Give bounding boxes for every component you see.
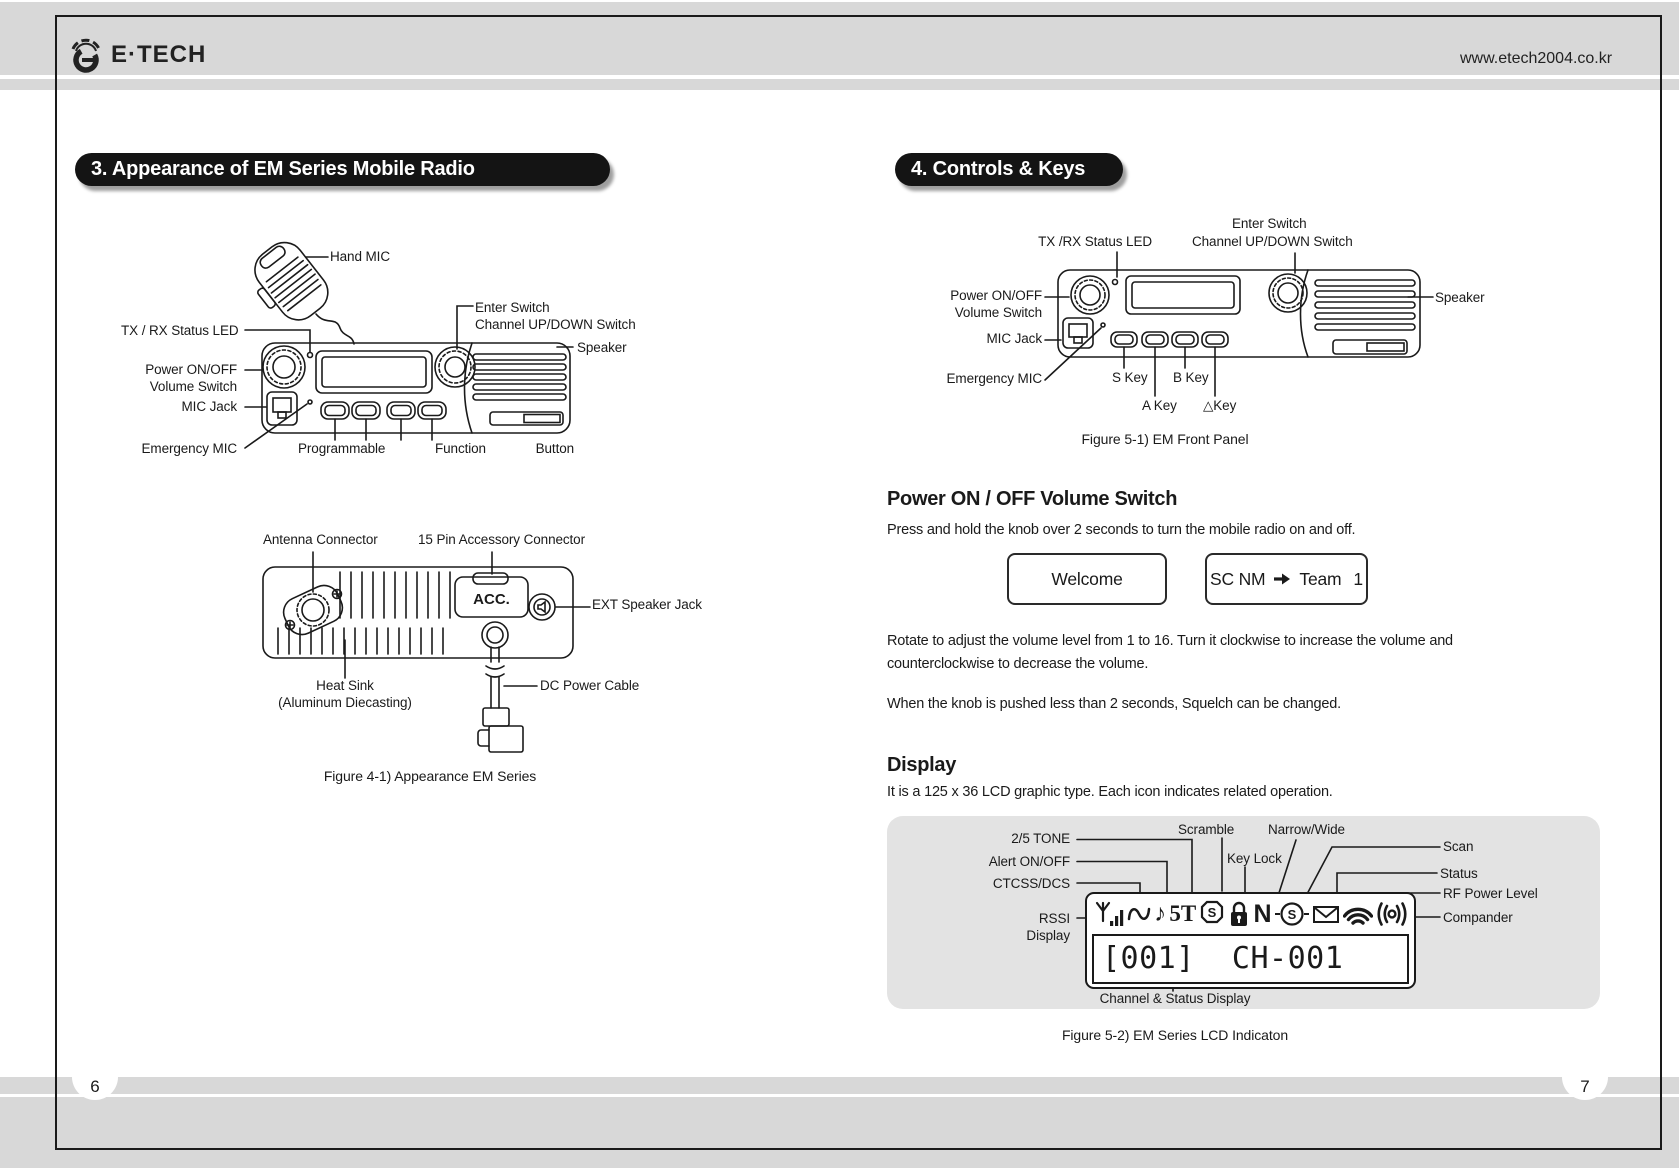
front-panel-diagram [100,230,620,465]
right-arrow-icon [1272,572,1292,586]
scramble-icon [1199,900,1225,928]
ctcss-wave-icon [1127,900,1151,928]
label-alert-onoff: Alert ON/OFF [988,854,1070,869]
label-hand-mic: Hand MIC [330,249,390,264]
footer-thin-band [0,1077,1679,1094]
status-led-drawing [1113,280,1118,285]
team-text: Team [1299,568,1342,589]
svg-text:S: S [332,406,338,416]
scnm-screen-box [1205,553,1368,605]
lcd-icon-row [1094,899,1408,929]
speaker-grille-drawing [1315,280,1415,354]
label-dc-power-cable: DC Power Cable [540,678,640,693]
page-number-right: 7 [1562,1054,1608,1100]
label-heat-sink-2: (Aluminum Diecasting) [278,695,412,710]
channel-knob-drawing [1269,274,1307,312]
label-tx-rx-led: TX / RX Status LED [121,323,239,338]
section-title-appearance: 3. Appearance of EM Series Mobile Radio [75,153,610,186]
team-number: 1 [1353,568,1363,589]
etech-logo-text: E·TECH [111,41,207,68]
label-rssi: RSSI [1038,911,1070,926]
label-rf-power: RF Power Level [1443,886,1538,901]
mic-jack-drawing [1063,318,1093,348]
compander-icon [1376,900,1408,928]
label-enter-switch: Enter Switch [1232,216,1307,231]
label-speaker: Speaker [1435,290,1485,305]
svg-text:S: S [1207,905,1217,920]
mic-cord [316,314,354,344]
label-antenna-connector: Antenna Connector [263,532,378,547]
footer-band [0,1097,1679,1168]
volume-knob-drawing [263,346,305,388]
label-a-key: A Key [1142,398,1177,413]
label-narrow-wide: Narrow/Wide [1268,822,1345,837]
label-ext-speaker-jack: EXT Speaker Jack [592,597,702,612]
alert-note-icon: ♪ [1154,900,1167,927]
svg-text:A: A [363,406,369,416]
function-buttons-drawing [1111,332,1228,347]
para-lcd-type: It is a 125 x 36 LCD graphic type. Each icon indicates related operation. [887,784,1333,800]
speaker-grille-drawing [473,354,566,425]
welcome-text: Welcome [1051,568,1123,589]
rear-panel-diagram [240,530,700,770]
svg-text:B: B [398,406,404,416]
label-scan: Scan [1443,839,1474,854]
lcd-window-drawing [316,351,432,393]
svg-text:▲: ▲ [1211,337,1219,344]
tone-5t-indicator: 5T [1169,901,1197,926]
label-2-5-tone: 2/5 TONE [1011,831,1070,846]
label-volume-switch: Volume Switch [149,379,237,394]
emergency-mic-hole [308,400,312,404]
label-mic-jack: MIC Jack [986,331,1042,346]
ext-speaker-jack-drawing [529,594,555,620]
channel-knob-drawing [435,347,475,387]
label-triangle-key: △Key [1203,398,1237,413]
mic-jack-drawing [267,392,297,425]
figure-caption-5-2: Figure 5-2) EM Series LCD Indicaton [1061,1027,1289,1043]
svg-text:S: S [1121,335,1127,345]
dc-cable-drawing [478,622,523,752]
scnm-text: SC NM [1210,568,1266,589]
para-rotate: Rotate to adjust the volume level from 1 to 16. Turn it clockwise to increase the volume and counterclockwise to decrease the volume. [887,633,1453,672]
website-url: www.etech2004.co.kr [1460,50,1613,67]
label-mic-jack: MIC Jack [181,399,237,414]
figure-caption-5-1: Figure 5-1) EM Front Panel [1081,431,1249,447]
label-channel-switch: Channel UP/DOWN Switch [1192,234,1353,249]
label-scramble: Scramble [1178,822,1235,837]
status-led-drawing [308,353,313,358]
label-status: Status [1440,866,1478,881]
label-rssi-display: Display [1026,928,1070,943]
rssi-antenna-icon [1094,900,1124,928]
label-15pin-connector: 15 Pin Accessory Connector [418,532,585,547]
label-s-key: S Key [1112,370,1148,385]
header-band [0,2,1679,75]
key-lock-icon [1228,900,1250,928]
label-compander: Compander [1443,910,1513,925]
welcome-screen-box [1007,553,1167,605]
etech-logo [68,33,206,77]
scan-icon [1275,900,1309,928]
label-speaker: Speaker [577,340,627,355]
narrow-wide-indicator: N [1253,900,1272,928]
para-press-hold: Press and hold the knob over 2 seconds to turn the mobile radio on and off. [887,522,1356,538]
svg-text:S: S [1287,907,1297,922]
label-heat-sink: Heat Sink [316,678,374,693]
para-squelch: When the knob is pushed less than 2 seconds, Squelch can be changed. [887,696,1341,712]
label-emergency-mic: Emergency MIC [141,441,237,456]
label-enter-switch: Enter Switch [475,300,550,315]
label-volume-switch: Volume Switch [954,305,1042,320]
svg-text:B: B [1182,335,1188,345]
heading-display: Display [887,754,957,776]
label-power-onoff: Power ON/OFF [145,362,237,377]
label-b-key: B Key [1173,370,1209,385]
heading-power-volume: Power ON / OFF Volume Switch [887,488,1178,510]
label-channel-switch: Channel UP/DOWN Switch [475,317,636,332]
volume-knob-drawing [1071,276,1109,314]
svg-text:▲: ▲ [428,408,436,415]
label-programmable-button: Programmable Function Button [298,441,575,456]
label-key-lock: Key Lock [1227,851,1282,866]
status-envelope-icon [1312,900,1340,928]
label-acc: ACC. [473,591,510,608]
section-title-controls: 4. Controls & Keys [895,153,1123,186]
svg-text:A: A [1152,335,1158,345]
lcd-channel-readout: [001] CH-001 [1092,934,1409,984]
etech-logo-icon [68,34,104,76]
label-channel-status: Channel & Status Display [1099,991,1251,1006]
label-power-onoff: Power ON/OFF [950,288,1042,303]
label-emergency-mic: Emergency MIC [946,371,1042,386]
header-thin-band [0,79,1679,90]
rf-power-icon [1343,900,1373,928]
function-buttons-drawing [321,402,446,419]
figure-caption-4-1: Figure 4-1) Appearance EM Series [323,768,537,784]
emergency-mic-hole [1101,323,1105,327]
page-number-left: 6 [72,1054,118,1100]
label-tx-rx-led: TX /RX Status LED [1038,234,1152,249]
lcd-window-drawing [1126,276,1240,314]
heat-sink-fins [278,572,450,654]
label-ctcss-dcs: CTCSS/DCS [992,876,1070,891]
